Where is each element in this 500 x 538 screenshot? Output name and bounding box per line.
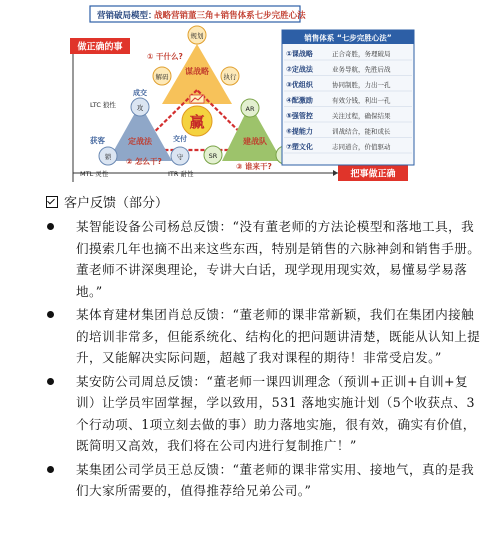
bullet-icon — [47, 223, 54, 230]
guard-node: 守 — [176, 153, 184, 161]
step-desc: 训战结合，能和成长 — [332, 127, 391, 136]
lock-node: 锁 — [104, 153, 112, 161]
how-label: ② 怎么干? — [126, 157, 162, 166]
center-win-label: 赢 — [189, 113, 205, 131]
feedback-text: 某集团公司学员王总反馈：“董老师的课非常实用、接地气，真的是我们大家所需要的，值得推荐给兄弟公司。” — [76, 461, 475, 498]
left-banner-text: 做正确的事 — [77, 42, 123, 53]
strategy-label: 谋战略 — [185, 67, 209, 76]
system-title: 销售体系 “七步完胜心法” — [304, 33, 392, 43]
feedback-item — [46, 459, 486, 502]
plan-node: 规划 — [190, 32, 204, 40]
mtl-label: MTL 灵性 — [80, 170, 109, 178]
who-label: ③ 谁来干? — [236, 162, 272, 171]
diagram-header-label: 营销破局模型： — [97, 11, 157, 21]
step-name: ①课战略 — [286, 50, 313, 58]
bullet-icon — [47, 311, 54, 318]
feedback-item — [46, 304, 486, 369]
step-desc: 协同制胜，力出一孔 — [332, 81, 391, 89]
feedback-text: 某安防公司周总反馈：“董老师一课四训理念（预训+正训+自训+复训）让学员牢固掌握，学以致用，531 落地实施计划（5个收获点、3个行动项、1项立刻去做的事）助力落地实施，很有效，确实有价值，既简明又高效，我们将在公司内进行复制推广！” — [76, 373, 476, 453]
step-desc: 业务导航，先胜后战 — [332, 65, 391, 74]
diagram-header-title: 战略营销董三角+销售体系七步完胜心法 — [154, 11, 306, 21]
step-name: ④配激励 — [286, 96, 313, 105]
step-desc: 关注过程，确保结果 — [332, 112, 391, 120]
ar-node: AR — [245, 105, 255, 113]
ltc-label: LTC 狼性 — [90, 101, 116, 109]
itr-label: ITR 耐性 — [168, 170, 194, 178]
feedback-list — [46, 216, 486, 504]
execute-node: 执行 — [223, 73, 237, 81]
success-label: 成交 — [133, 89, 147, 97]
feedback-item — [46, 371, 486, 457]
sales-model-diagram — [70, 4, 440, 182]
step-name: ③优组织 — [286, 81, 313, 89]
attack-node: 攻 — [136, 104, 144, 112]
step-name: ⑥提能力 — [286, 127, 313, 136]
decode-node: 解码 — [155, 73, 169, 81]
bullet-icon — [47, 378, 54, 385]
section-title: 客户反馈（部分） — [64, 196, 169, 211]
step-name: ②定战法 — [286, 65, 313, 74]
feedback-text: 某体育建材集团肖总反馈：“董老师的课非常新颖，我们在集团内接触的培训非常多，但能系统化、结构化的把问题讲清楚，既能从认知上提升，又能解决实际问题，超越了我对课程的期待！非常受启发。” — [76, 307, 481, 365]
bullet-icon — [47, 466, 54, 473]
tactics-label: 定战法 — [128, 137, 152, 146]
team-label: 建战队 — [243, 137, 267, 146]
checkbox-icon — [46, 196, 58, 208]
acquire-label: 获客 — [90, 136, 105, 145]
deliver-label: 交付 — [173, 135, 187, 143]
sr-node: SR — [208, 152, 218, 160]
step-name: ⑤强管控 — [286, 112, 313, 120]
step-desc: 志同道合，价值驱动 — [332, 143, 391, 151]
what-label: ① 干什么? — [147, 52, 183, 61]
feedback-item — [46, 216, 486, 302]
section-header — [46, 192, 168, 211]
right-banner-text: 把事做正确 — [350, 169, 396, 180]
step-desc: 有效分钱，利出一孔 — [332, 96, 391, 105]
step-desc: 正合奇胜，务理破局 — [332, 50, 391, 58]
step-name: ⑦塑文化 — [286, 143, 313, 151]
feedback-text: 某智能设备公司杨总反馈：“没有董老师的方法论模型和落地工具，我们摸索几年也摘不出来这些东西，特别是销售的六脉神剑和销售手册。董老师不讲深奥理论，专讲大白话，现学现用现实效，易懂易学易落地。” — [76, 219, 481, 299]
